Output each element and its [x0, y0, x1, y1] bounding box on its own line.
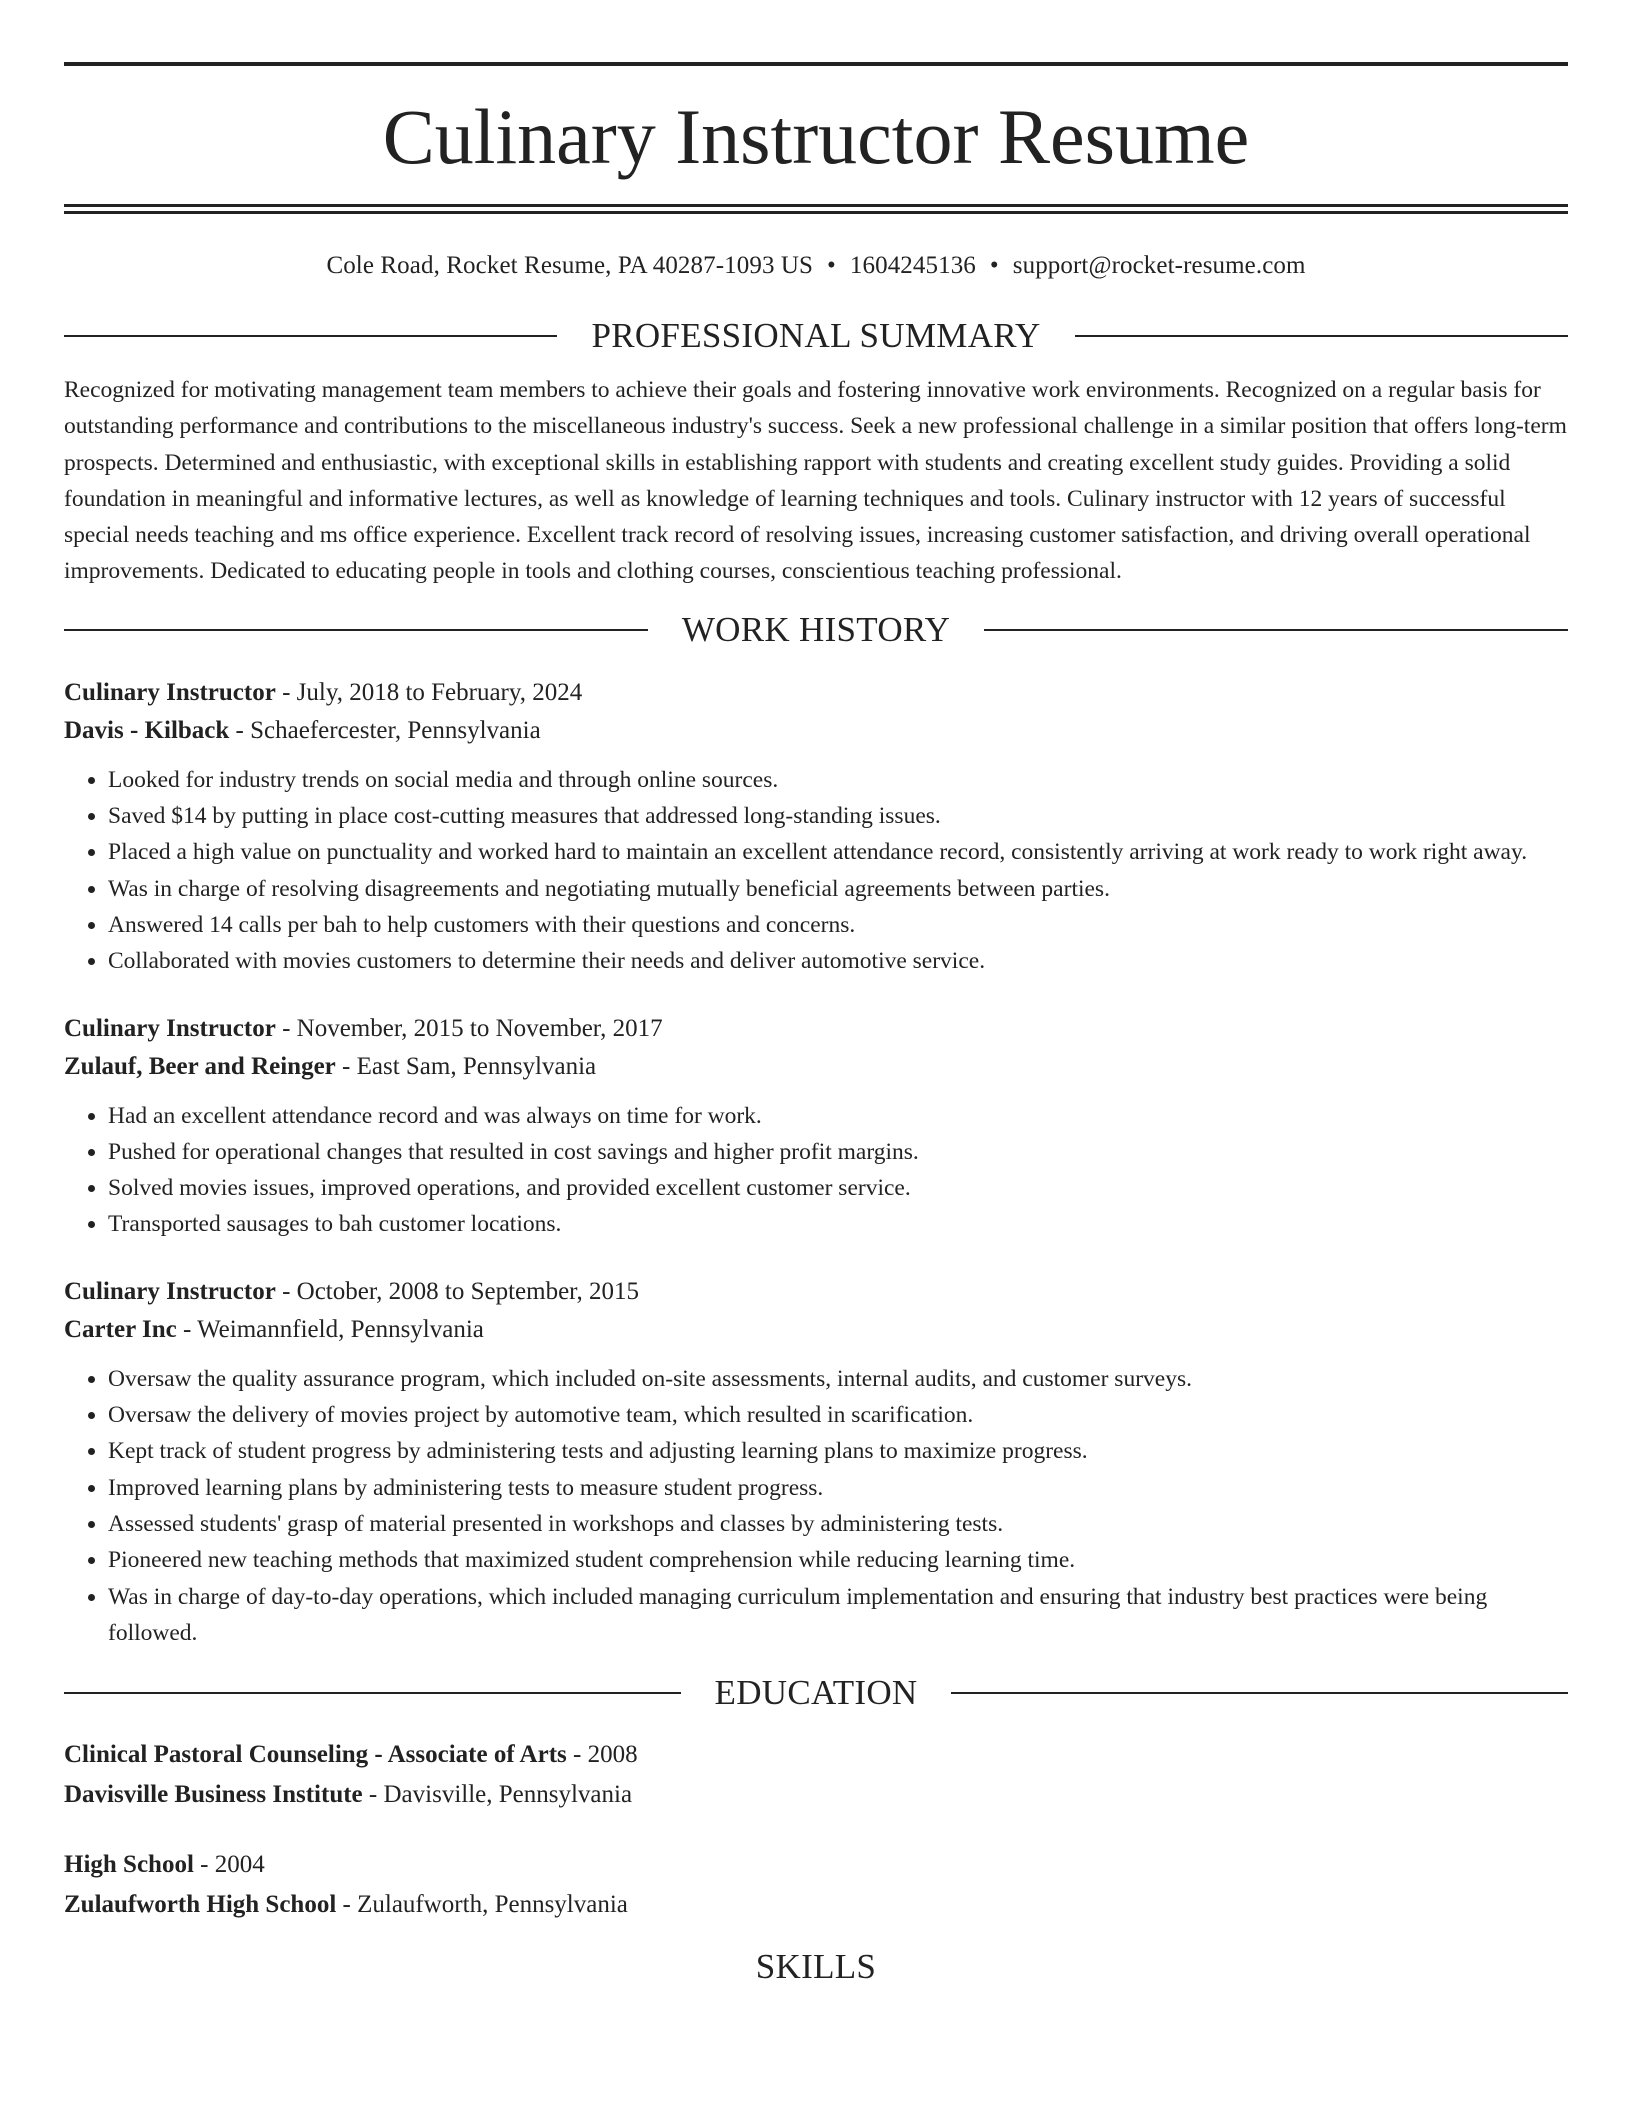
section-title-summary: PROFESSIONAL SUMMARY: [591, 316, 1041, 355]
section-heading-education: [64, 1673, 1568, 1713]
section-heading-skills: [64, 1947, 1568, 1987]
list-item: • Had an excellent attendance record and was always on time for work.: [108, 1098, 1568, 1134]
job-company: Zulauf, Beer and Reinger: [64, 1052, 336, 1080]
heading-rule-right: [984, 629, 1568, 631]
heading-rule-left: [64, 629, 648, 631]
education-location: Zulaufworth, Pennsylvania: [357, 1891, 628, 1919]
job-bullets: [64, 762, 1568, 980]
job-title: Culinary Instructor: [64, 1277, 276, 1305]
education-school-line: Zulaufworth High School - Zulaufworth, Pennsylvania: [64, 1891, 628, 1919]
contact-address: Cole Road, Rocket Resume, PA 40287-1093 US: [326, 252, 814, 279]
top-rule: [64, 62, 1568, 66]
education-year: 2004: [214, 1851, 265, 1879]
heading-rule-right: [1075, 335, 1568, 337]
list-item: • Solved movies issues, improved operations, and provided excellent customer service.: [108, 1170, 1568, 1206]
section-heading-summary: [64, 316, 1568, 356]
section-title-skills: SKILLS: [755, 1947, 877, 1987]
contact-line: [64, 252, 1568, 280]
education-location: Davisville, Pennsylvania: [383, 1781, 633, 1809]
job-dates: November, 2015 to November, 2017: [296, 1014, 663, 1042]
job-company-line: Carter Inc - Weimannfield, Pennsylvania: [64, 1315, 484, 1343]
education-school: Davisville Business Institute: [64, 1781, 363, 1809]
job-title: Culinary Instructor: [64, 678, 276, 706]
education-school: Zulaufworth High School: [64, 1891, 337, 1919]
resume-page: [64, 62, 1568, 1987]
list-item: • Answered 14 calls per bah to help customers with their questions and concerns.: [108, 907, 1568, 943]
education-entry: [64, 1845, 1568, 1925]
job-title-line: Culinary Instructor - July, 2018 to February, 2024: [64, 678, 583, 706]
heading-rule-left: [64, 335, 557, 337]
education-degree-line: High School - 2004: [64, 1851, 265, 1879]
job-title-line: Culinary Instructor - November, 2015 to November, 2017: [64, 1014, 663, 1042]
job-dates: October, 2008 to September, 2015: [296, 1277, 640, 1305]
list-item: • Oversaw the quality assurance program, which included on-site assessments, internal audits, and customer surveys.: [108, 1361, 1568, 1397]
title-double-rule: [64, 204, 1568, 214]
list-item: • Pioneered new teaching methods that maximized student comprehension while reducing learning time.: [108, 1542, 1568, 1578]
list-item: • Placed a high value on punctuality and worked hard to maintain an excellent attendance record, consistently arriving at work ready to work right away.: [108, 834, 1568, 870]
job-company-line: Davis - Kilback - Schaefercester, Pennsylvania: [64, 716, 541, 744]
job-entry: [64, 674, 1568, 980]
education-school-line: Davisville Business Institute - Davisville, Pennsylvania: [64, 1781, 633, 1809]
list-item: • Improved learning plans by administering tests to measure student progress.: [108, 1470, 1568, 1506]
job-company-line: Zulauf, Beer and Reinger - East Sam, Pennsylvania: [64, 1052, 597, 1080]
education-degree-line: Clinical Pastoral Counseling - Associate of Arts - 2008: [64, 1741, 638, 1769]
list-item: • Collaborated with movies customers to determine their needs and deliver automotive service.: [108, 943, 1568, 979]
education-entry: [64, 1735, 1568, 1815]
list-item: • Transported sausages to bah customer locations.: [108, 1206, 1568, 1242]
list-item: • Looked for industry trends on social media and through online sources.: [108, 762, 1568, 798]
job-entry: [64, 1010, 1568, 1243]
list-item: • Oversaw the delivery of movies project by automotive team, which resulted in scarification.: [108, 1397, 1568, 1433]
job-bullets: [64, 1098, 1568, 1243]
contact-separator: •: [989, 252, 999, 279]
job-bullets: [64, 1361, 1568, 1651]
contact-phone: 1604245136: [849, 252, 976, 279]
list-item: • Was in charge of day-to-day operations, which included managing curriculum implementation and ensuring that industry best practices were being followed.: [108, 1579, 1568, 1652]
job-company: Davis - Kilback: [64, 716, 230, 744]
summary-text: Recognized for motivating management team members to achieve their goals and fostering innovative work environments. Recognized on a regular basis for outstanding performance and contributions to the miscellaneous industry's success. Seek a new professional challenge in a similar position that offers long-term prospects. Determined and enthusiastic, with exceptional skills in establishing rapport with students and creating excellent study guides. Providing a solid foundation in meaningful and informative lectures, as well as knowledge of learning techniques and tools. Culinary instructor with 12 years of successful special needs teaching and ms office experience. Excellent track record of resolving issues, increasing customer satisfaction, and driving overall operational improvements. Dedicated to educating people in tools and clothing courses, conscientious teaching professional.: [64, 377, 1567, 585]
section-title-education: EDUCATION: [714, 1673, 918, 1713]
contact-email: support@rocket-resume.com: [1012, 252, 1306, 279]
job-location: East Sam, Pennsylvania: [356, 1052, 597, 1080]
section-title-work: WORK HISTORY: [681, 609, 951, 649]
heading-rule-right: [951, 1692, 1568, 1694]
education-degree: High School: [64, 1851, 194, 1879]
list-item: • Pushed for operational changes that resulted in cost savings and higher profit margins.: [108, 1134, 1568, 1170]
list-item: • Was in charge of resolving disagreements and negotiating mutually beneficial agreements between parties.: [108, 871, 1568, 907]
section-heading-work: [64, 610, 1568, 650]
job-company: Carter Inc: [64, 1315, 177, 1343]
job-dates: July, 2018 to February, 2024: [296, 678, 583, 706]
job-location: Weimannfield, Pennsylvania: [197, 1315, 484, 1343]
job-location: Schaefercester, Pennsylvania: [250, 716, 541, 744]
job-entry: [64, 1273, 1568, 1651]
list-item: • Kept track of student progress by administering tests and adjusting learning plans to maximize progress.: [108, 1433, 1568, 1469]
education-year: 2008: [587, 1741, 638, 1769]
list-item: • Saved $14 by putting in place cost-cutting measures that addressed long-standing issues.: [108, 798, 1568, 834]
resume-title: Culinary Instructor Resume: [382, 93, 1250, 180]
contact-separator: •: [827, 252, 836, 279]
education-degree: Clinical Pastoral Counseling - Associate of Arts: [64, 1741, 567, 1769]
heading-rule-left: [64, 1692, 681, 1694]
list-item: • Assessed students' grasp of material presented in workshops and classes by administering tests.: [108, 1506, 1568, 1542]
job-title: Culinary Instructor: [64, 1014, 276, 1042]
job-title-line: Culinary Instructor - October, 2008 to September, 2015: [64, 1277, 640, 1305]
